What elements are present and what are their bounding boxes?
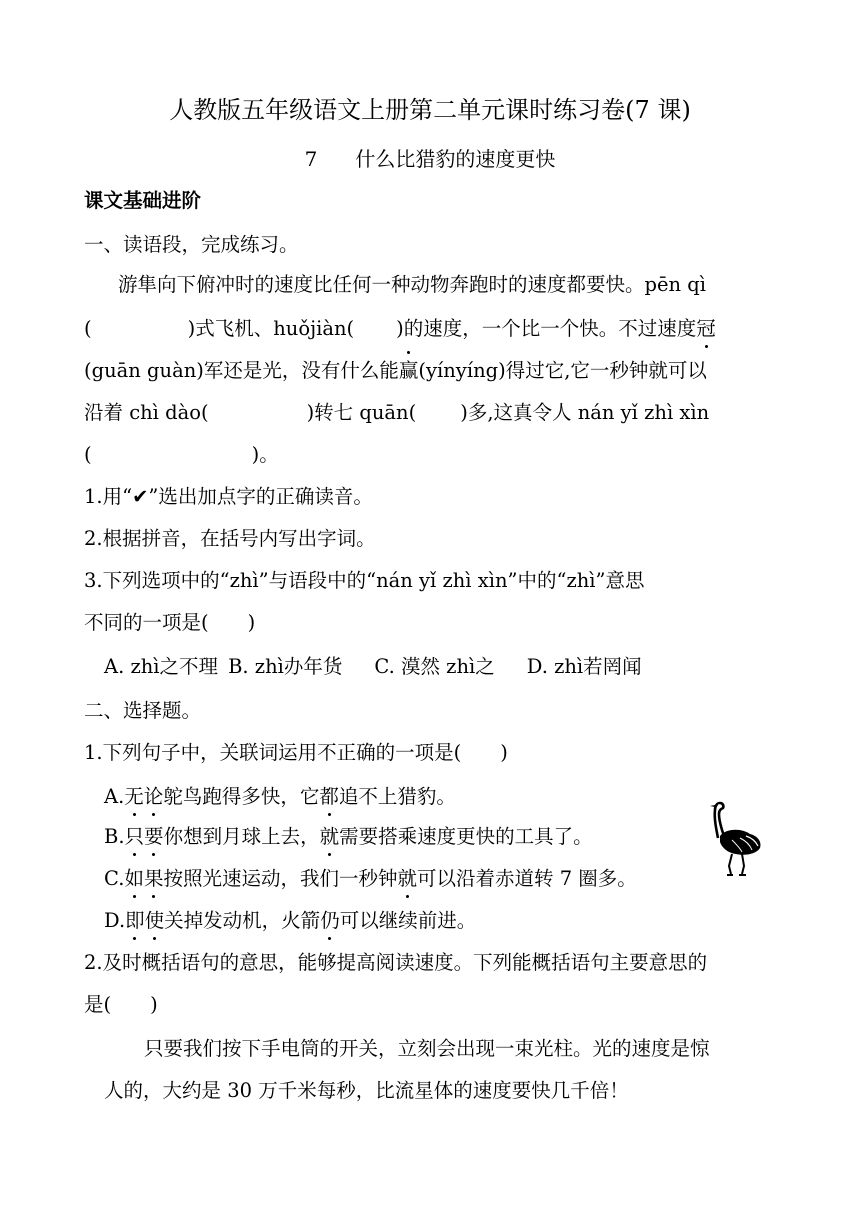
dotted-char: 就	[319, 825, 340, 848]
passage-text: )的速度，一个比一个快。不过速度	[396, 317, 697, 340]
passage-text: )式飞机、huǒjiàn(	[187, 317, 355, 340]
dotted-char: 果	[143, 867, 164, 890]
part2-q1-option-b[interactable]: B.只要你想到月球上去，就需要搭乘速度更快的工具了。	[104, 825, 593, 848]
page-title: 人教版五年级语文上册第二单元课时练习卷(7 课)	[169, 96, 691, 124]
passage-text: )。	[251, 443, 279, 466]
part2-q1-option-d[interactable]: D.即使关掉发动机，火箭仍可以继续前进。	[104, 909, 477, 932]
passage-text: (	[84, 443, 92, 466]
section-basic-heading: 课文基础进阶	[84, 189, 202, 212]
passage-line-3	[84, 358, 780, 384]
option-c[interactable]: C. 漠然 zhì之	[374, 655, 495, 678]
part1-question-3-line-1: 3.下列选项中的“zhì”与语段中的“nán yǐ zhì xìn”中的“zhì”意思	[84, 569, 645, 592]
passage-text: )多,这真令人 nán yǐ zhì xìn	[460, 401, 710, 424]
dotted-char: 都	[319, 785, 339, 808]
dotted-char: 论	[143, 785, 164, 808]
dotted-char: 就	[397, 867, 417, 890]
passage-line-5	[84, 442, 780, 468]
part1-question-3-line-2: 不同的一项是( )	[84, 611, 256, 634]
question-text: 1.用“	[84, 485, 133, 508]
passage-line-1	[118, 272, 780, 298]
option-b[interactable]: B. zhì办年货	[228, 655, 343, 678]
part2-question-1: 1.下列句子中，关联词运用不正确的一项是( )	[84, 741, 508, 764]
part1-question-1	[84, 484, 780, 510]
passage-text: )转七 quān(	[306, 401, 417, 424]
dotted-char: 只	[124, 825, 145, 848]
part2-heading: 二、选择题。	[84, 699, 202, 722]
passage-line-4	[84, 400, 780, 426]
dotted-char: 无	[124, 785, 144, 808]
part2-q1-option-c[interactable]: C.如果按照光速运动，我们一秒钟就可以沿着赤道转 7 圈多。	[104, 867, 637, 890]
part1-question-2: 2.根据拼音，在括号内写出字词。	[84, 527, 376, 550]
question-text: ”选出加点字的正确读音。	[148, 485, 373, 508]
passage-text: 游隼向下俯冲时的速度比任何一种动物奔跑时的速度都要快。pēn qì	[118, 273, 706, 296]
lesson-number: 7	[304, 147, 318, 171]
part2-question-2-line-1: 2.及时概括语句的意思，能够提高阅读速度。下列能概括语句主要意思的	[84, 951, 708, 974]
dotted-char: 即	[125, 909, 145, 932]
dotted-char: 要	[144, 825, 164, 848]
dotted-char: 如	[124, 867, 144, 890]
part1-heading: 一、读语段，完成练习。	[84, 233, 299, 256]
option-a[interactable]: A. zhì之不理	[104, 655, 219, 678]
check-mark-icon: ✔	[132, 485, 149, 508]
dotted-char: 使	[144, 909, 165, 932]
dotted-char: 仍	[320, 909, 340, 932]
passage-line-2	[84, 316, 780, 342]
dotted-char-ying: 赢	[398, 359, 419, 382]
passage-text: 沿着 chì dào(	[84, 401, 209, 424]
quote-line-2: 人的，大约是 30 万千米每秒，比流星体的速度要快几千倍！	[104, 1079, 629, 1102]
lesson-heading	[0, 146, 860, 172]
part2-q1-option-a[interactable]: A.无论鸵鸟跑得多快，它都追不上猎豹。	[104, 785, 456, 808]
quote-line-1: 只要我们按下手电筒的开关，立刻会出现一束光柱。光的速度是惊	[144, 1037, 710, 1060]
passage-text: (	[84, 317, 92, 340]
part2-question-2-line-2: 是( )	[84, 993, 158, 1016]
dotted-char-guan: 冠	[696, 317, 716, 340]
ostrich-icon	[702, 798, 764, 878]
part1-question-3-options	[104, 654, 780, 680]
option-d[interactable]: D. zhì若罔闻	[526, 655, 642, 678]
lesson-title: 什么比猎豹的速度更快	[355, 147, 556, 171]
passage-text: (guān guàn)军还是光，没有什么能	[84, 359, 399, 382]
passage-text: (yínyíng)得过它,它一秒钟就可以	[418, 359, 707, 382]
